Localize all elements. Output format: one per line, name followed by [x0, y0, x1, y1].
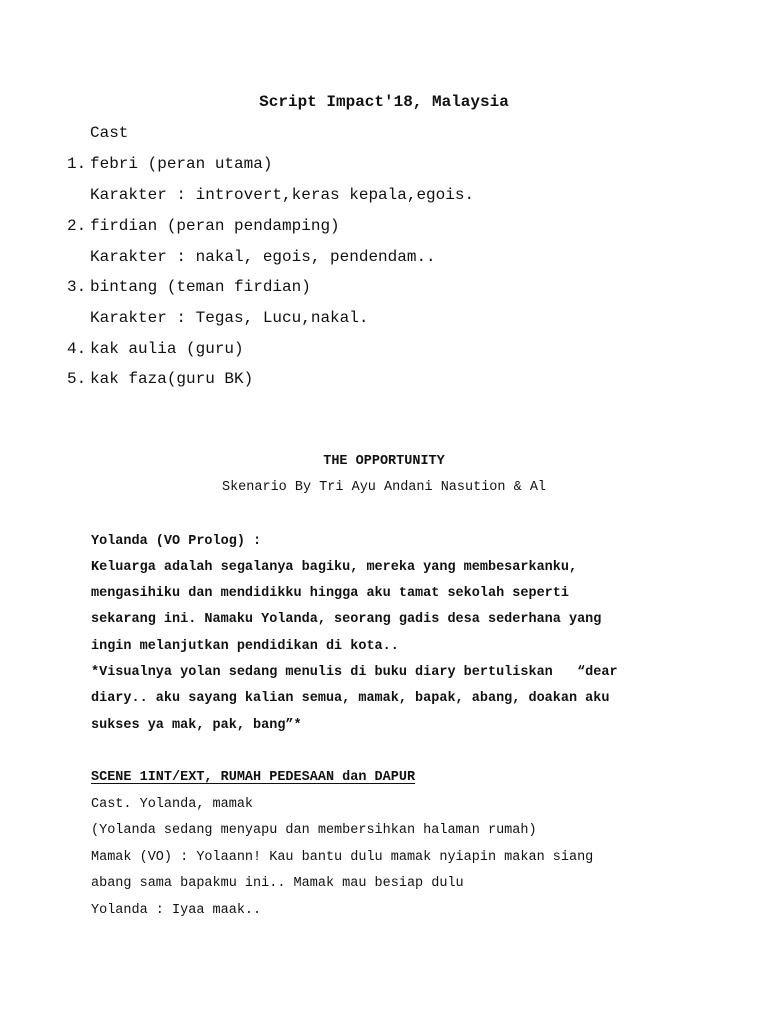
prolog-line: Keluarga adalah segalanya bagiku, mereka yang membesarkanku,	[91, 560, 578, 575]
prolog-line: diary.. aku sayang kalian semua, mamak, bapak, abang, doakan aku	[91, 691, 610, 706]
prolog-line: mengasihiku dan mendidikku hingga aku tamat sekolah seperti	[91, 586, 569, 601]
cast-character-2: Karakter : nakal, egois, pendendam..	[90, 248, 436, 266]
cast-number: 4.	[67, 340, 87, 358]
cast-item-1	[67, 154, 272, 174]
prolog-line: ingin melanjutkan pendidikan di kota..	[91, 639, 399, 654]
cast-name: febri (peran utama)	[90, 155, 273, 173]
cast-character-1: Karakter : introvert,keras kepala,egois.	[90, 186, 475, 204]
cast-item-2	[67, 216, 340, 236]
cast-number: 5.	[67, 370, 87, 388]
cast-name: kak faza(guru BK)	[90, 370, 254, 388]
scene-heading-text: SCENE 1INT/EXT, RUMAH PEDESAAN dan DAPUR	[91, 770, 416, 785]
cast-name: firdian (peran pendamping)	[90, 217, 340, 235]
scene-line: Yolanda : Iyaa maak..	[91, 903, 262, 918]
prolog-line: sukses ya mak, pak, bang”*	[91, 718, 302, 733]
scene-line: abang sama bapakmu ini.. Mamak mau besiap dulu	[91, 876, 464, 891]
scene-heading	[91, 769, 415, 787]
scenario-byline: Skenario By Tri Ayu Andani Nasution & Al	[221, 480, 547, 495]
scene-line: (Yolanda sedang menyapu dan membersihkan halaman rumah)	[91, 823, 537, 838]
cast-item-4	[67, 339, 244, 359]
scene-line: Mamak (VO) : Yolaann! Kau bantu dulu mamak nyiapin makan siang	[91, 850, 594, 865]
prolog-line: *Visualnya yolan sedang menulis di buku diary bertuliskan “dear	[91, 665, 618, 680]
prolog-line: sekarang ini. Namaku Yolanda, seorang gadis desa sederhana yang	[91, 612, 602, 627]
scene-line: Cast. Yolanda, mamak	[91, 797, 254, 812]
cast-item-5	[67, 369, 253, 389]
cast-character-3: Karakter : Tegas, Lucu,nakal.	[90, 309, 369, 327]
cast-number: 2.	[67, 217, 87, 235]
prolog-speaker: Yolanda (VO Prolog) :	[91, 534, 262, 549]
cast-name: kak aulia (guru)	[90, 340, 244, 358]
scenario-title: THE OPPORTUNITY	[323, 454, 445, 469]
cast-number: 1.	[67, 155, 87, 173]
cast-name: bintang (teman firdian)	[90, 278, 311, 296]
cast-number: 3.	[67, 278, 87, 296]
cast-item-3	[67, 277, 311, 297]
document-title: Script Impact'18, Malaysia	[259, 93, 509, 111]
cast-heading: Cast	[90, 124, 129, 142]
